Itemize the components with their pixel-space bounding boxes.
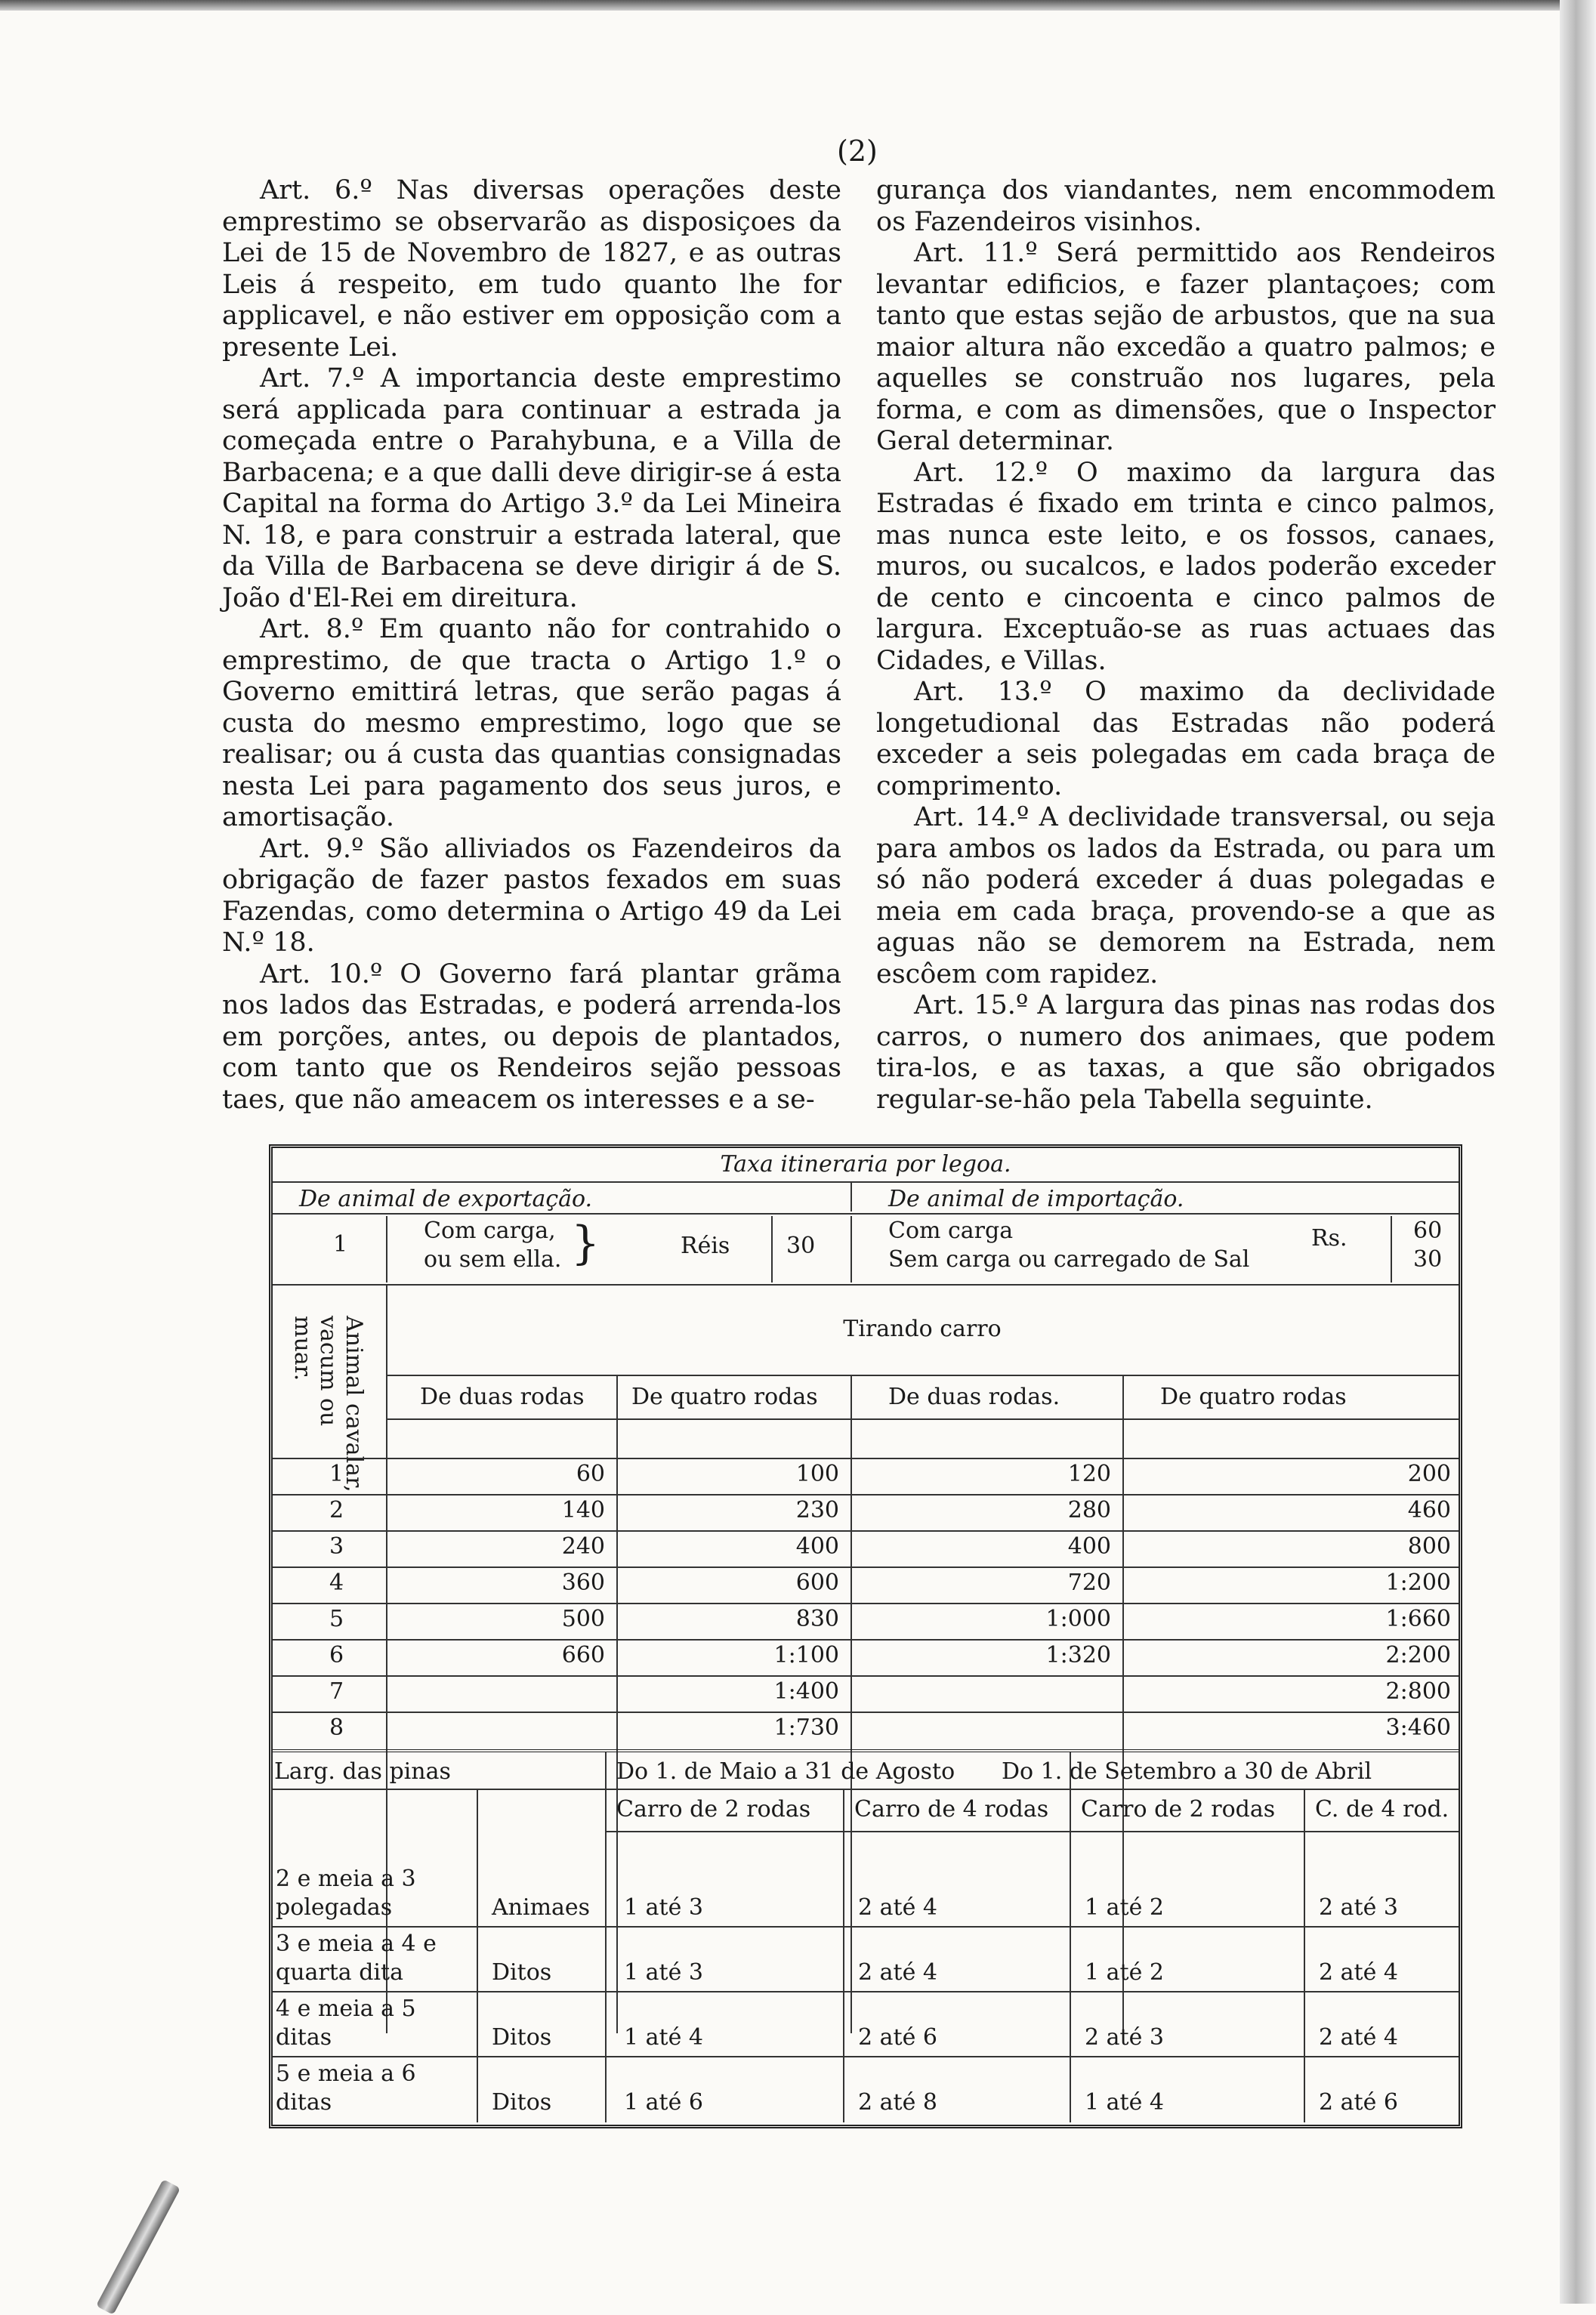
table-rule <box>850 1183 852 1212</box>
tax-value: 1:200 <box>1385 1570 1451 1596</box>
table-rule <box>273 1530 1459 1532</box>
scan-right-edge <box>1560 0 1596 2304</box>
page-number: (2) <box>837 134 878 168</box>
col-head: De quatro rodas <box>631 1384 818 1410</box>
pinas-value: 2 até 4 <box>1319 1959 1398 1986</box>
tax-value: 100 <box>795 1461 839 1487</box>
sub-head: C. de 4 rod. <box>1315 1796 1449 1823</box>
article-14: Art. 14.º A declividade transversal, ou seja para ambos os lados da Estrada, ou para um só não poderá exceder á duas polegadas e meia em cada braça, provendo-se a que as aguas não se demorem na Estrada, nem escôem com rapidez. <box>876 802 1496 989</box>
pinas-value: 2 até 6 <box>858 2024 937 2051</box>
article-9: Art. 9.º São alliviados os Fazendeiros da obrigação de fazer pastos fexados em suas Fazendas, como determina o Artigo 49 da Lei N.º 18. <box>222 833 841 958</box>
article-6: Art. 6.º Nas diversas operações deste emprestimo se observarão as disposiçoes da Lei de 15 de Novembro de 1827, e as outras Leis á respeito, em tudo quanto lhe for applicavel, e não estiver em opposição com a presente Lei. <box>222 175 841 363</box>
article-12: Art. 12.º O maximo da largura das Estradas é fixado em trinta e cinco palmos, mas nunca este leito, e os fossos, canaes, muros, ou sucalcos, e lados poderão exceder de cento e cincoenta e cinco palmos de largura. Exceptuão-se as ruas actuaes das Cidades, e Villas. <box>876 457 1496 676</box>
table-rule <box>273 1749 1459 1752</box>
row1-export-label: ou sem ella. <box>424 1246 562 1273</box>
import-header: De animal de importação. <box>888 1186 1184 1212</box>
sub-head: Carro de 2 rodas <box>616 1796 811 1823</box>
table-rule <box>1391 1216 1392 1283</box>
brace-icon: } <box>571 1217 600 1270</box>
tax-value: 240 <box>561 1533 605 1560</box>
table-rule <box>1304 1790 1305 2122</box>
tax-row-number: 7 <box>329 1678 344 1705</box>
pinas-value: 1 até 3 <box>624 1959 703 1986</box>
table-rule <box>1122 1375 1124 2033</box>
tax-value: 500 <box>561 1606 605 1632</box>
row1-import-label: Sem carga ou carregado de Sal <box>888 1246 1250 1273</box>
table-rule <box>273 1566 1459 1568</box>
tax-row-number: 4 <box>329 1570 344 1596</box>
table-rule <box>273 1494 1459 1495</box>
tax-value: 60 <box>576 1461 605 1487</box>
article-15: Art. 15.º A largura das pinas nas rodas dos carros, o numero dos animaes, que podem tira-los, e as taxas, a que são obrigados regular-se-hão pela Tabella seguinte. <box>876 990 1496 1115</box>
row1-reis: Réis <box>681 1233 730 1259</box>
table-rule <box>273 1789 1459 1790</box>
tax-value: 1:660 <box>1385 1606 1451 1632</box>
table-rule <box>386 1418 1459 1420</box>
pinas-value: 1 até 4 <box>1085 2089 1164 2116</box>
table-rule <box>273 1213 1459 1215</box>
tax-row-number: 6 <box>329 1642 344 1668</box>
tax-row-number: 2 <box>329 1497 344 1523</box>
pinas-label: Larg. das pinas <box>274 1758 451 1785</box>
table-rule <box>273 1284 1459 1286</box>
row1-number: 1 <box>333 1231 348 1258</box>
tax-value: 400 <box>795 1533 839 1560</box>
tax-row-number: 1 <box>329 1461 344 1487</box>
article-10-continued: gurança dos viandantes, nem encommodem os Fazendeiros visinhos. <box>876 175 1496 237</box>
tirando-header: Tirando carro <box>843 1316 1002 1342</box>
tax-value: 3:460 <box>1385 1715 1451 1741</box>
row1-import-value: 60 <box>1413 1218 1443 1244</box>
tax-row-number: 5 <box>329 1606 344 1632</box>
table-rule <box>386 1216 387 1283</box>
row1-import-value: 30 <box>1413 1246 1443 1273</box>
tax-value: 230 <box>795 1497 839 1523</box>
table-rule <box>850 1216 852 1283</box>
tax-row-number: 8 <box>329 1715 344 1741</box>
export-header: De animal de exportação. <box>299 1186 593 1212</box>
table-rule <box>477 1790 478 2122</box>
tax-value: 1:730 <box>773 1715 839 1741</box>
table-title: Taxa itineraria por legoa. <box>720 1151 1011 1178</box>
tax-value: 1:000 <box>1045 1606 1111 1632</box>
pinas-value: 2 até 4 <box>858 1959 937 1986</box>
tax-value: 460 <box>1407 1497 1451 1523</box>
col-head: De quatro rodas <box>1160 1384 1347 1410</box>
table-rule <box>616 1375 618 2033</box>
tax-table <box>269 1144 1462 2128</box>
tax-value: 720 <box>1067 1570 1111 1596</box>
pinas-kind: Animaes <box>492 1894 591 1921</box>
table-rule <box>273 1991 1459 1992</box>
right-column <box>876 175 1496 1116</box>
pinas-kind: Ditos <box>492 2024 552 2051</box>
tax-value: 800 <box>1407 1533 1451 1560</box>
tax-value: 660 <box>561 1642 605 1668</box>
pinas-width: 4 e meia a 5 <box>276 1996 416 2022</box>
table-rule <box>273 1675 1459 1677</box>
tax-value: 360 <box>561 1570 605 1596</box>
col-head: De duas rodas. <box>888 1384 1060 1410</box>
pinas-value: 1 até 2 <box>1085 1894 1164 1921</box>
pinas-width: 2 e meia a 3 <box>276 1866 416 1892</box>
table-rule <box>843 1790 844 2122</box>
table-rule <box>386 1286 387 2033</box>
tax-value: 1:100 <box>773 1642 839 1668</box>
row1-export-label: Com carga, <box>424 1218 556 1244</box>
tax-value: 280 <box>1067 1497 1111 1523</box>
tax-value: 400 <box>1067 1533 1111 1560</box>
period-summer: Do 1. de Maio a 31 de Agosto <box>616 1758 955 1785</box>
period-winter: Do 1. de Setembro a 30 de Abril <box>1002 1758 1372 1785</box>
table-rule <box>850 1375 852 2033</box>
sub-head: Carro de 2 rodas <box>1081 1796 1276 1823</box>
pinas-width: polegadas <box>276 1894 393 1921</box>
scan-top-edge <box>0 0 1596 11</box>
pinas-value: 2 até 3 <box>1085 2024 1164 2051</box>
table-rule <box>273 1181 1459 1183</box>
pinas-kind: Ditos <box>492 1959 552 1986</box>
pinas-value: 2 até 6 <box>1319 2089 1398 2116</box>
pinas-value: 1 até 4 <box>624 2024 703 2051</box>
tax-value: 600 <box>795 1570 839 1596</box>
table-rule <box>273 1458 1459 1459</box>
tax-value: 120 <box>1067 1461 1111 1487</box>
pinas-value: 2 até 3 <box>1319 1894 1398 1921</box>
table-rule <box>273 1603 1459 1604</box>
table-rule <box>386 1375 1459 1376</box>
tax-value: 1:400 <box>773 1678 839 1705</box>
article-13: Art. 13.º O maximo da declividade longetudional das Estradas não poderá exceder a seis polegadas em cada braça de comprimento. <box>876 677 1496 801</box>
pinas-width: ditas <box>276 2024 332 2051</box>
table-rule <box>273 1639 1459 1641</box>
table-rule <box>605 1831 1459 1832</box>
tax-value: 140 <box>561 1497 605 1523</box>
tax-value: 2:200 <box>1385 1642 1451 1668</box>
pen-nib-image <box>96 2179 181 2315</box>
pinas-value: 1 até 3 <box>624 1894 703 1921</box>
article-8: Art. 8.º Em quanto não for contrahido o emprestimo, de que tracta o Artigo 1.º o Governo emittirá letras, que serão pagas á custa do mesmo emprestimo, logo que se realisar; ou á custa das quantias consignadas nesta Lei para pagamento dos seus juros, e amortisação. <box>222 614 841 832</box>
tax-value: 1:320 <box>1045 1642 1111 1668</box>
tax-value: 200 <box>1407 1461 1451 1487</box>
table-rule <box>1070 1752 1071 2122</box>
pinas-width: ditas <box>276 2089 332 2116</box>
pinas-width: 3 e meia a 4 e <box>276 1931 437 1957</box>
article-7: Art. 7.º A importancia deste emprestimo será applicada para continuar a estrada ja começada entre o Parahybuna, e a Villa de Barbacena; e a que dalli deve dirigir-se á esta Capital na forma do Artigo 3.º da Lei Mineira N. 18, e para construir a estrada lateral, que da Villa de Barbacena se deve dirigir á de S. João d'El-Rei em direitura. <box>222 363 841 613</box>
pinas-value: 1 até 2 <box>1085 1959 1164 1986</box>
row1-export-value: 30 <box>786 1233 816 1259</box>
table-rule <box>771 1216 773 1283</box>
animal-header: Animal cavalar, vacum ou muar. <box>289 1316 367 1492</box>
pinas-value: 2 até 4 <box>858 1894 937 1921</box>
pinas-width: 5 e meia a 6 <box>276 2060 416 2087</box>
pinas-value: 1 até 6 <box>624 2089 703 2116</box>
pinas-value: 2 até 8 <box>858 2089 937 2116</box>
table-rule <box>273 1712 1459 1713</box>
tax-value: 2:800 <box>1385 1678 1451 1705</box>
left-column <box>222 175 841 1116</box>
article-11: Art. 11.º Será permittido aos Rendeiros levantar edificios, e fazer plantaçoes; com tanto que estas sejão de arbustos, que na sua maior altura não excedão a quatro palmos; e aquelles se construão nos lugares, pela forma, e com as dimensões, que o Inspector Geral determinar. <box>876 238 1496 456</box>
table-rule <box>273 2056 1459 2057</box>
table-rule <box>605 1752 607 2122</box>
pinas-kind: Ditos <box>492 2089 552 2116</box>
tax-value: 830 <box>795 1606 839 1632</box>
col-head: De duas rodas <box>420 1384 585 1410</box>
table-rule <box>273 1926 1459 1928</box>
article-10: Art. 10.º O Governo fará plantar grãma nos lados das Estradas, e poderá arrenda-los em porções, antes, ou depois de plantados, com tanto que os Rendeiros sejão pessoas taes, que não ameacem os interesses e a se- <box>222 958 841 1115</box>
tax-row-number: 3 <box>329 1533 344 1560</box>
sub-head: Carro de 4 rodas <box>854 1796 1049 1823</box>
row1-import-label: Com carga <box>888 1218 1014 1244</box>
pinas-value: 2 até 4 <box>1319 2024 1398 2051</box>
row1-rs: Rs. <box>1311 1225 1347 1252</box>
pinas-width: quarta dita <box>276 1959 403 1986</box>
